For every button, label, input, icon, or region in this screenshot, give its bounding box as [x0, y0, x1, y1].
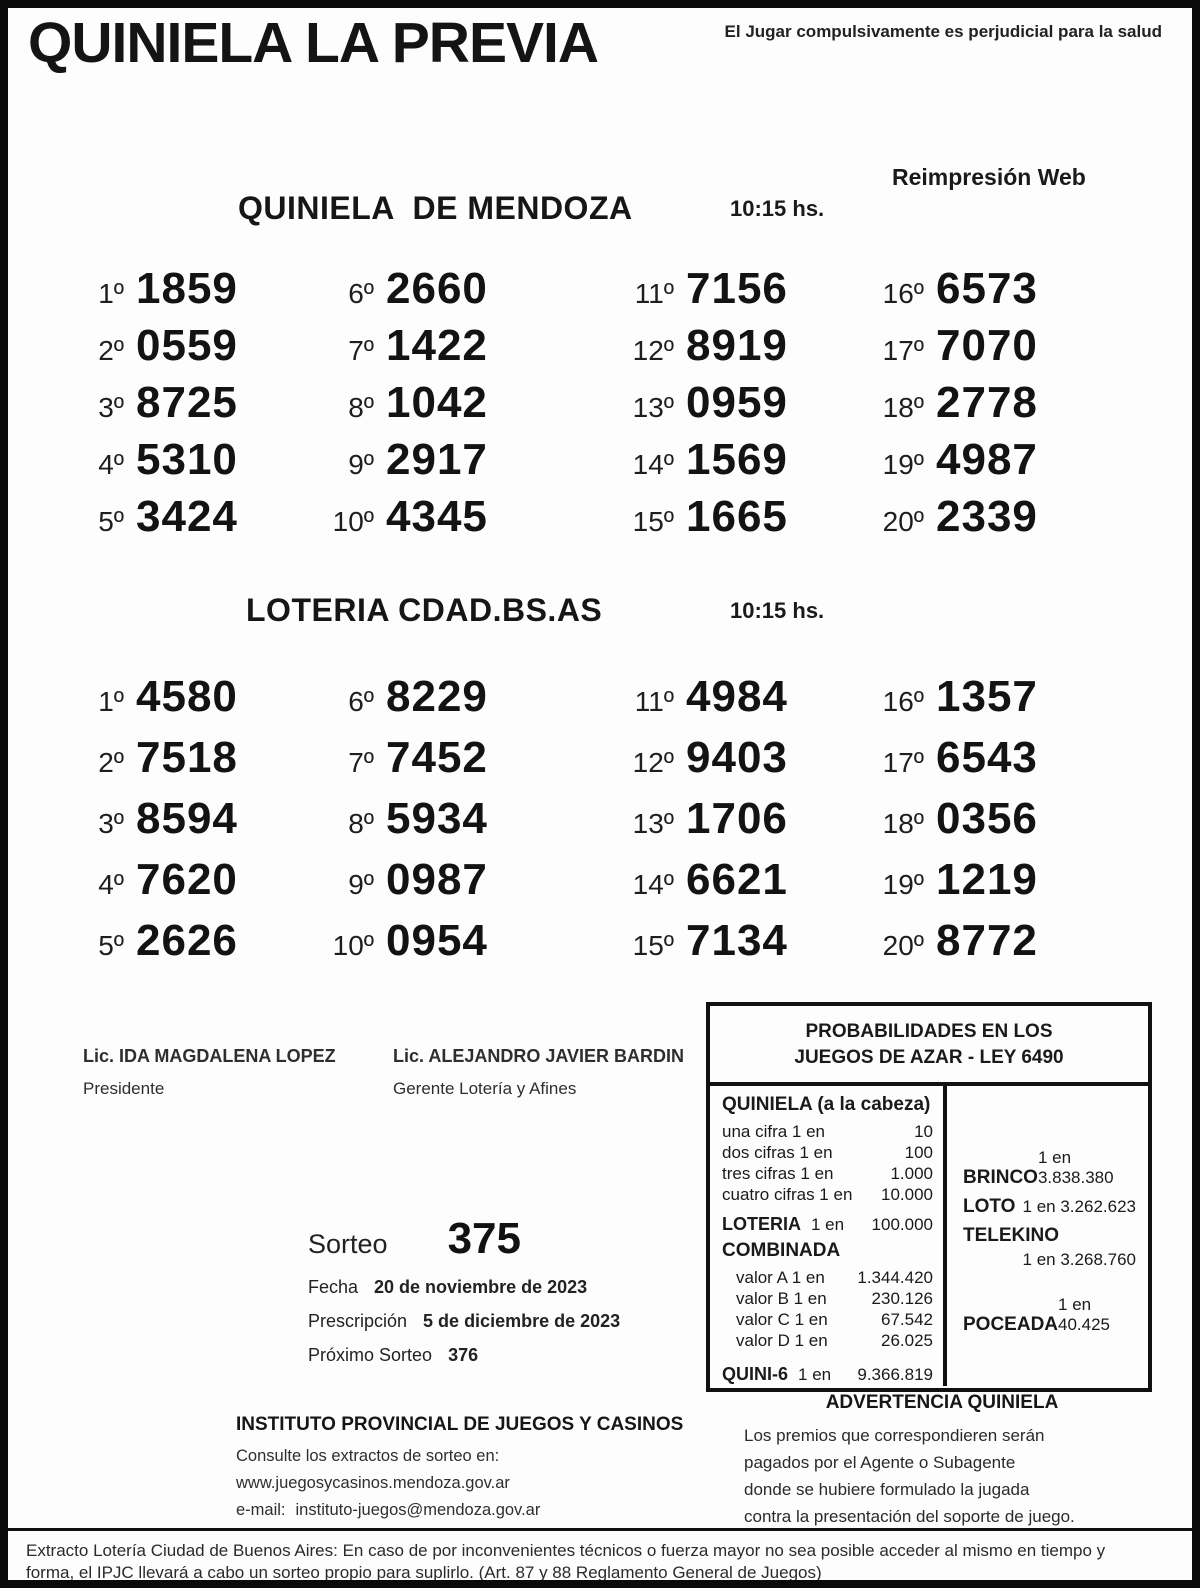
result-number: 1665 — [686, 492, 788, 541]
result-number: 6573 — [936, 264, 1038, 313]
result-position: 18º — [882, 808, 924, 839]
draw-date-row: Fecha 20 de noviembre de 2023 — [308, 1277, 588, 1297]
result-number: 5310 — [136, 435, 238, 484]
signatory-role: Gerente Lotería y Afines — [393, 1079, 577, 1098]
game-odds-telekino: TELEKINO 1 en 3.268.760 — [963, 1225, 1136, 1269]
footer-divider — [8, 1528, 1192, 1531]
result-cell — [66, 672, 316, 733]
result-number: 6621 — [686, 855, 788, 904]
result-position: 15º — [632, 930, 674, 961]
result-cell — [866, 264, 1066, 321]
result-cell — [616, 733, 866, 794]
result-position: 7º — [348, 335, 374, 366]
draw-prescription-row: Prescripción 5 de diciembre de 2023 — [308, 1311, 621, 1331]
result-cell — [616, 672, 866, 733]
probabilities-columns — [710, 1086, 1148, 1386]
result-position: 1º — [98, 278, 124, 309]
signatory-name: Lic. ALEJANDRO JAVIER BARDIN — [393, 1046, 685, 1066]
result-position: 18º — [882, 392, 924, 423]
institute-block — [236, 1414, 683, 1524]
result-cell — [66, 916, 316, 977]
odds-row: cuatro cifras 1 en 10.000 — [722, 1185, 933, 1204]
results-grid-mendoza — [66, 264, 1066, 549]
loteria-odds-row: LOTERIA 1 en 100.000 — [722, 1214, 933, 1234]
odds-row: dos cifras 1 en 100 — [722, 1143, 933, 1162]
result-cell — [66, 794, 316, 855]
result-number: 2917 — [386, 435, 488, 484]
draw-info — [308, 1214, 620, 1366]
result-number: 1219 — [936, 855, 1038, 904]
result-cell — [616, 794, 866, 855]
result-position: 5º — [98, 930, 124, 961]
result-position: 8º — [348, 808, 374, 839]
result-number: 1859 — [136, 264, 238, 313]
result-cell — [866, 378, 1066, 435]
result-position: 13º — [632, 808, 674, 839]
result-position: 12º — [632, 747, 674, 778]
result-cell — [316, 794, 616, 855]
result-number: 1569 — [686, 435, 788, 484]
game-odds-loto: LOTO 1 en 3.262.623 — [963, 1196, 1136, 1217]
results-grid-bsas — [66, 672, 1066, 977]
result-position: 12º — [632, 335, 674, 366]
result-position: 8º — [348, 392, 374, 423]
result-cell — [66, 435, 316, 492]
combinada-odds-header: COMBINADA — [722, 1240, 841, 1261]
result-number: 4345 — [386, 492, 488, 541]
odds-row: valor B 1 en 230.126 — [736, 1289, 933, 1308]
probabilities-left-column — [710, 1086, 947, 1386]
draw-time-bsas: 10:15 hs. — [730, 598, 825, 623]
result-position: 20º — [882, 930, 924, 961]
result-number: 7452 — [386, 733, 488, 782]
result-cell — [866, 435, 1066, 492]
result-number: 1422 — [386, 321, 488, 370]
odds-row: tres cifras 1 en 1.000 — [722, 1164, 933, 1183]
result-number: 7134 — [686, 916, 788, 965]
result-cell — [616, 916, 866, 977]
result-cell — [316, 916, 616, 977]
result-number: 6543 — [936, 733, 1038, 782]
result-cell — [316, 492, 616, 549]
result-cell — [316, 855, 616, 916]
result-cell — [866, 321, 1066, 378]
result-position: 3º — [98, 808, 124, 839]
result-position: 15º — [632, 506, 674, 537]
result-cell — [866, 733, 1066, 794]
game-odds-poceada: POCEADA 1 en 40.425 — [963, 1295, 1111, 1335]
probabilities-title — [710, 1006, 1148, 1086]
result-number: 9403 — [686, 733, 788, 782]
footer-line1: Extracto Lotería Ciudad de Buenos Aires: En caso de por inconvenientes técnicos o fuerza mayor no sea posible acceder al mismo en tiempo y — [26, 1541, 1106, 1560]
odds-row: valor C 1 en 67.542 — [736, 1310, 933, 1329]
result-position: 19º — [882, 869, 924, 900]
institute-name: INSTITUTO PROVINCIAL DE JUEGOS Y CASINOS — [236, 1414, 684, 1435]
result-position: 16º — [882, 686, 924, 717]
result-number: 1357 — [936, 672, 1038, 721]
result-number: 8772 — [936, 916, 1038, 965]
result-number: 7070 — [936, 321, 1038, 370]
email-address: instituto-juegos@mendoza.gov.ar — [295, 1501, 541, 1519]
result-cell — [866, 794, 1066, 855]
probabilities-title-line1: PROBABILIDADES EN LOS — [805, 1021, 1053, 1042]
result-position: 9º — [348, 869, 374, 900]
result-number: 4984 — [686, 672, 788, 721]
result-cell — [316, 378, 616, 435]
result-number: 2626 — [136, 916, 238, 965]
result-cell — [316, 435, 616, 492]
result-cell — [616, 378, 866, 435]
reprint-label: Reimpresión Web — [892, 164, 1086, 190]
result-position: 4º — [98, 869, 124, 900]
draw-number-row — [308, 1214, 620, 1264]
result-cell — [66, 264, 316, 321]
result-cell — [316, 321, 616, 378]
result-number: 0959 — [686, 378, 788, 427]
result-position: 13º — [632, 392, 674, 423]
result-cell — [866, 672, 1066, 733]
section-title-mendoza: QUINIELA DE MENDOZA — [238, 190, 633, 226]
quiniela-warning-block — [724, 1392, 1160, 1530]
result-number: 8594 — [136, 794, 238, 843]
odds-row: una cifra 1 en 10 — [722, 1122, 933, 1141]
result-cell — [66, 378, 316, 435]
odds-row: valor D 1 en 26.025 — [736, 1331, 933, 1350]
footer-line2: forma, el IPJC llevará a cabo un sorteo propio para suplirlo. (Art. 87 y 88 Reglamento General de Juegos) — [26, 1563, 822, 1582]
result-cell — [66, 855, 316, 916]
health-warning: El Jugar compulsivamente es perjudicial para la salud — [724, 22, 1162, 41]
result-position: 11º — [634, 686, 674, 717]
result-cell — [866, 916, 1066, 977]
result-cell — [66, 321, 316, 378]
result-cell — [866, 855, 1066, 916]
result-position: 4º — [98, 449, 124, 480]
draw-number-label: Sorteo — [308, 1229, 388, 1259]
result-cell — [316, 264, 616, 321]
result-number: 0987 — [386, 855, 488, 904]
result-position: 1º — [98, 686, 124, 717]
signature-manager — [393, 1046, 684, 1099]
result-position: 6º — [348, 686, 374, 717]
draw-time-mendoza: 10:15 hs. — [730, 196, 825, 221]
result-number: 2778 — [936, 378, 1038, 427]
result-position: 3º — [98, 392, 124, 423]
game-odds-brinco: BRINCO 1 en 3.838.380 — [963, 1148, 1114, 1188]
result-number: 8725 — [136, 378, 238, 427]
institute-consult-line: Consulte los extractos de sorteo en: — [236, 1447, 500, 1465]
quiniela-warning-title: ADVERTENCIA QUINIELA — [825, 1392, 1059, 1413]
result-position: 11º — [634, 278, 674, 309]
probabilities-title-line2: JUEGOS DE AZAR - LEY 6490 — [794, 1047, 1064, 1068]
result-position: 5º — [98, 506, 124, 537]
result-position: 17º — [882, 335, 924, 366]
result-number: 2339 — [936, 492, 1038, 541]
result-number: 5934 — [386, 794, 488, 843]
result-position: 19º — [882, 449, 924, 480]
result-position: 9º — [348, 449, 374, 480]
page-title: QUINIELA LA PREVIA — [28, 11, 598, 75]
probabilities-box — [706, 1002, 1152, 1392]
result-position: 10º — [332, 930, 374, 961]
quini6-odds-row: QUINI-6 1 en 9.366.819 — [722, 1364, 933, 1384]
result-number: 2660 — [386, 264, 488, 313]
result-cell — [316, 733, 616, 794]
result-position: 16º — [882, 278, 924, 309]
odds-row: valor A 1 en 1.344.420 — [736, 1268, 933, 1287]
result-cell — [66, 733, 316, 794]
result-number: 3424 — [136, 492, 238, 541]
result-number: 1706 — [686, 794, 788, 843]
email-line — [236, 1497, 683, 1524]
result-cell — [66, 492, 316, 549]
result-cell — [616, 855, 866, 916]
result-number: 0559 — [136, 321, 238, 370]
result-number: 4987 — [936, 435, 1038, 484]
website-url: www.juegosycasinos.mendoza.gov.ar — [236, 1474, 510, 1492]
draw-next-row: Próximo Sorteo 376 — [308, 1345, 479, 1365]
email-label: e-mail: — [236, 1501, 286, 1519]
quiniela-warning-body: Los premios que correspondieren serán pagados por el Agente o Subagente donde se hubiere formulado la jugada contra la presentación del soporte de juego. — [744, 1426, 1075, 1526]
result-number: 7620 — [136, 855, 238, 904]
result-cell — [616, 435, 866, 492]
result-position: 7º — [348, 747, 374, 778]
result-position: 2º — [98, 335, 124, 366]
result-position: 10º — [332, 506, 374, 537]
signature-president — [83, 1046, 336, 1099]
quiniela-odds-header: QUINIELA (a la cabeza) — [722, 1094, 931, 1115]
result-number: 8919 — [686, 321, 788, 370]
draw-number-value: 375 — [447, 1214, 521, 1263]
result-cell — [616, 321, 866, 378]
footer-note — [26, 1540, 1176, 1584]
result-number: 7518 — [136, 733, 238, 782]
result-number: 1042 — [386, 378, 488, 427]
result-position: 20º — [882, 506, 924, 537]
result-number: 0356 — [936, 794, 1038, 843]
result-number: 7156 — [686, 264, 788, 313]
result-cell — [316, 672, 616, 733]
section-title-bsas: LOTERIA CDAD.BS.AS — [246, 592, 603, 628]
signatory-role: Presidente — [83, 1079, 165, 1098]
result-number: 4580 — [136, 672, 238, 721]
result-number: 8229 — [386, 672, 488, 721]
result-position: 14º — [632, 869, 674, 900]
probabilities-right-column — [947, 1086, 1148, 1386]
result-cell — [866, 492, 1066, 549]
result-position: 17º — [882, 747, 924, 778]
result-cell — [616, 492, 866, 549]
result-position: 6º — [348, 278, 374, 309]
result-position: 2º — [98, 747, 124, 778]
signatory-name: Lic. IDA MAGDALENA LOPEZ — [83, 1046, 336, 1066]
result-number: 0954 — [386, 916, 488, 965]
result-cell — [616, 264, 866, 321]
result-position: 14º — [632, 449, 674, 480]
